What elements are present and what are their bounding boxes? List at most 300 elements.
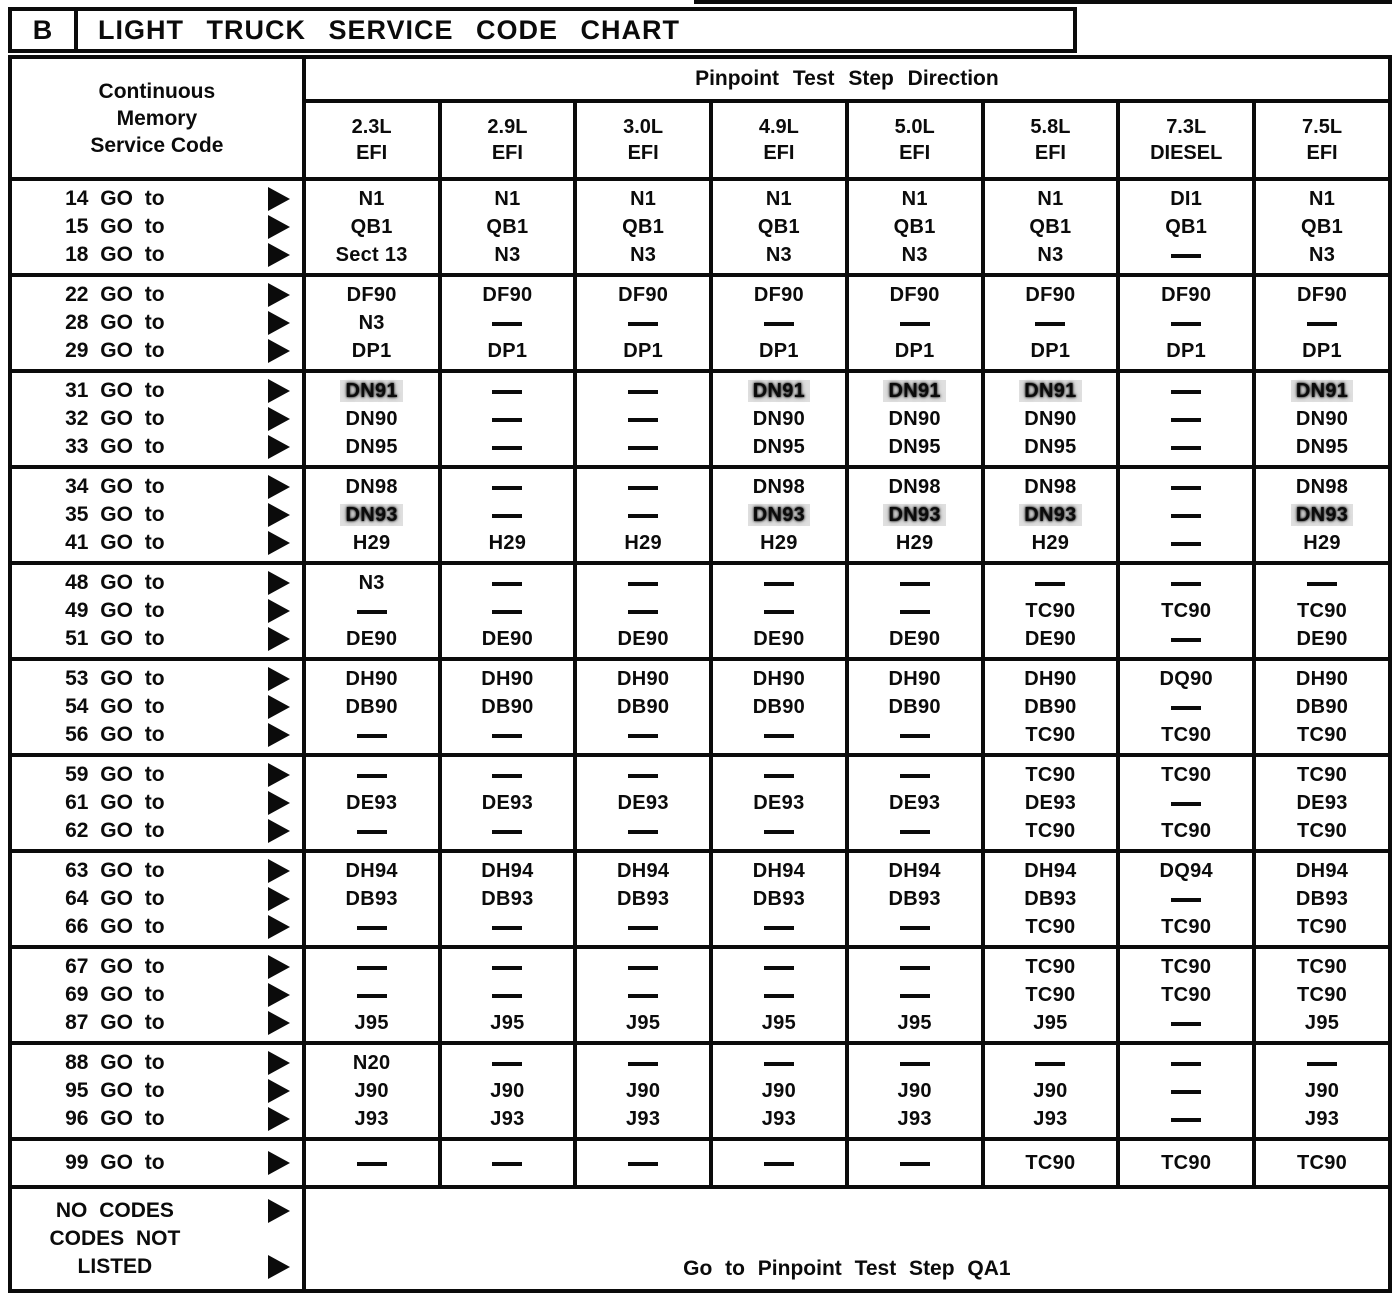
pinpoint-step-text: TC90	[1025, 1152, 1076, 1174]
engine-type: EFI	[763, 142, 795, 164]
service-code-label	[12, 857, 302, 885]
pinpoint-step-cell	[1254, 179, 1390, 275]
no-step-dash	[577, 817, 709, 845]
code-band-row	[10, 851, 1390, 947]
service-code-label	[12, 885, 302, 913]
pinpoint-step-cell	[440, 755, 576, 851]
dash-mark	[357, 1162, 387, 1166]
service-code-label	[12, 213, 302, 241]
no-step-dash	[1120, 405, 1252, 433]
no-step-dash	[713, 761, 845, 789]
pinpoint-step-cell	[440, 851, 576, 947]
pinpoint-step-value	[306, 377, 438, 405]
pinpoint-step-text: J93	[897, 1108, 932, 1130]
dash-mark	[628, 734, 658, 738]
pinpoint-step-cell	[711, 467, 847, 563]
go-to-qa1-cell	[304, 1187, 1390, 1291]
no-step-dash	[713, 569, 845, 597]
pinpoint-step-value	[1256, 721, 1388, 749]
engine-size: 7.5L	[1302, 116, 1343, 138]
go-to-arrow-icon	[268, 627, 290, 651]
service-code-text: 31 GO to	[65, 379, 165, 402]
pinpoint-step-text: DH90	[1295, 668, 1349, 690]
dash-mark	[628, 322, 658, 326]
pinpoint-step-text: DH90	[481, 668, 534, 690]
pinpoint-step-text: DN91	[748, 380, 810, 402]
dash-mark	[900, 774, 930, 778]
service-code-label	[12, 913, 302, 941]
service-code-label	[12, 1009, 302, 1037]
pinpoint-step-value	[849, 885, 981, 913]
pinpoint-step-value	[713, 281, 845, 309]
pinpoint-step-text: DF90	[753, 284, 804, 306]
pinpoint-step-text: TC90	[1297, 600, 1348, 622]
go-to-arrow-icon	[268, 215, 290, 239]
dash-mark	[764, 1062, 794, 1066]
service-code-text: 32 GO to	[65, 407, 165, 430]
pinpoint-step-value	[713, 405, 845, 433]
no-codes-label-line	[12, 1197, 302, 1225]
dash-mark	[357, 774, 387, 778]
pinpoint-step-cell	[983, 1139, 1119, 1187]
pinpoint-step-text: DH94	[888, 860, 941, 882]
pinpoint-step-cell	[575, 947, 711, 1043]
pinpoint-step-text: DN98	[888, 476, 941, 498]
dash-mark	[492, 1162, 522, 1166]
pinpoint-test-step-direction-header: Pinpoint Test Step Direction	[304, 57, 1390, 101]
pinpoint-step-value	[1256, 241, 1388, 269]
service-code-label	[12, 1049, 302, 1077]
pinpoint-step-text: DH90	[888, 668, 941, 690]
pinpoint-step-cell	[1254, 371, 1390, 467]
dash-mark	[900, 322, 930, 326]
no-codes-text: CODES NOT	[49, 1227, 181, 1250]
pinpoint-step-text: TC90	[1161, 724, 1212, 746]
header-line: Memory	[116, 106, 198, 130]
pinpoint-step-cell	[983, 947, 1119, 1043]
service-code-cell	[10, 659, 304, 755]
no-step-dash	[849, 817, 981, 845]
pinpoint-step-value	[1256, 913, 1388, 941]
pinpoint-step-text: N1	[1037, 188, 1064, 210]
pinpoint-step-text: DF90	[1161, 284, 1212, 306]
pinpoint-step-text: J93	[1304, 1108, 1340, 1130]
service-code-label	[12, 597, 302, 625]
pinpoint-step-cell	[983, 1043, 1119, 1139]
pinpoint-step-text: DE90	[1024, 628, 1077, 650]
go-to-arrow-icon	[268, 915, 290, 939]
service-code-text: 34 GO to	[65, 475, 165, 498]
pinpoint-step-text: DQ94	[1159, 860, 1213, 882]
dash-mark	[1171, 446, 1201, 450]
dash-mark	[628, 774, 658, 778]
pinpoint-step-value	[1256, 185, 1388, 213]
pinpoint-step-text: DB93	[752, 888, 806, 910]
no-step-dash	[849, 761, 981, 789]
service-code-text: 95 GO to	[65, 1079, 165, 1102]
pinpoint-step-cell	[1118, 467, 1254, 563]
pinpoint-step-value	[985, 433, 1117, 461]
no-codes-label-line	[12, 1253, 302, 1281]
pinpoint-step-value	[306, 281, 438, 309]
pinpoint-step-cell	[575, 1043, 711, 1139]
pinpoint-step-text: TC90	[1161, 956, 1212, 978]
pinpoint-step-text: H29	[895, 532, 934, 554]
no-step-dash	[577, 433, 709, 461]
pinpoint-step-text: DN90	[888, 408, 941, 430]
pinpoint-step-value	[577, 337, 709, 365]
engine-size: 5.8L	[1030, 116, 1071, 138]
memory-service-code-header	[10, 57, 304, 179]
dash-mark	[357, 610, 387, 614]
pinpoint-step-text: J93	[354, 1108, 389, 1130]
service-code-text: 66 GO to	[65, 915, 165, 938]
pinpoint-step-text: QB1	[893, 216, 936, 238]
no-step-dash	[849, 1149, 981, 1177]
service-code-label	[12, 953, 302, 981]
pinpoint-step-value	[306, 501, 438, 529]
pinpoint-step-cell	[711, 1139, 847, 1187]
pinpoint-step-value	[1120, 281, 1252, 309]
pinpoint-step-value	[306, 857, 438, 885]
pinpoint-step-cell	[440, 1139, 576, 1187]
pinpoint-step-text: DE90	[1296, 628, 1348, 650]
pinpoint-step-text: J90	[761, 1080, 797, 1102]
pinpoint-step-value	[849, 241, 981, 269]
pinpoint-step-cell	[711, 659, 847, 755]
pinpoint-step-cell	[440, 371, 576, 467]
pinpoint-step-value	[306, 1049, 438, 1077]
header-line: Service Code	[90, 133, 224, 157]
pinpoint-step-text: TC90	[1297, 820, 1348, 842]
engine-type: EFI	[899, 142, 931, 164]
pinpoint-step-cell	[1254, 563, 1390, 659]
service-code-text: 99 GO to	[65, 1151, 165, 1174]
pinpoint-step-cell	[440, 563, 576, 659]
pinpoint-step-text: QB1	[350, 216, 393, 238]
service-code-cell	[10, 755, 304, 851]
pinpoint-step-text: DP1	[758, 340, 799, 362]
pinpoint-step-text: J93	[1033, 1108, 1068, 1130]
no-step-dash	[1256, 309, 1388, 337]
dash-mark	[492, 390, 522, 394]
dash-mark	[628, 446, 658, 450]
dash-mark	[492, 486, 522, 490]
go-to-arrow-icon	[268, 571, 290, 595]
no-step-dash	[713, 597, 845, 625]
pinpoint-step-text: DH90	[752, 668, 806, 690]
pinpoint-step-text: DB90	[752, 696, 806, 718]
dash-mark	[492, 966, 522, 970]
pinpoint-step-text: J93	[490, 1108, 525, 1130]
dash-mark	[357, 966, 387, 970]
no-step-dash	[713, 309, 845, 337]
code-band-row	[10, 947, 1390, 1043]
pinpoint-step-value	[442, 1105, 574, 1133]
service-code-label	[12, 377, 302, 405]
no-step-dash	[849, 981, 981, 1009]
no-step-dash	[1120, 885, 1252, 913]
service-code-cell	[10, 947, 304, 1043]
pinpoint-step-value	[713, 693, 845, 721]
pinpoint-step-text: N1	[358, 188, 385, 210]
pinpoint-step-text: DB93	[616, 888, 670, 910]
no-step-dash	[849, 953, 981, 981]
pinpoint-step-value	[1120, 185, 1252, 213]
chart-section-label: B	[8, 7, 78, 53]
pinpoint-step-value	[442, 529, 574, 557]
column-header-7-5l-efi	[1254, 101, 1390, 179]
code-band-row	[10, 1139, 1390, 1187]
dash-mark	[764, 994, 794, 998]
service-code-cell	[10, 275, 304, 371]
pinpoint-step-text: TC90	[1025, 600, 1076, 622]
pinpoint-step-text: DN93	[1019, 504, 1081, 526]
pinpoint-step-text: DN91	[340, 380, 402, 402]
pinpoint-step-text: DN91	[1019, 380, 1081, 402]
pinpoint-step-text: TC90	[1297, 724, 1348, 746]
service-code-cell	[10, 851, 304, 947]
pinpoint-step-text: TC90	[1297, 1152, 1348, 1174]
no-step-dash	[1120, 693, 1252, 721]
dash-mark	[628, 1162, 658, 1166]
pinpoint-step-value	[713, 529, 845, 557]
pinpoint-step-value	[985, 213, 1117, 241]
service-code-label	[12, 569, 302, 597]
pinpoint-step-cell	[847, 755, 983, 851]
go-to-arrow-icon	[268, 1199, 290, 1223]
engine-type: EFI	[1034, 142, 1066, 164]
no-step-dash	[713, 1149, 845, 1177]
pinpoint-step-value	[1256, 953, 1388, 981]
pinpoint-step-cell	[575, 179, 711, 275]
service-code-label	[12, 473, 302, 501]
dash-mark	[1307, 322, 1337, 326]
pinpoint-step-cell	[575, 659, 711, 755]
pinpoint-step-text: DE90	[481, 628, 534, 650]
dash-mark	[1171, 1090, 1201, 1094]
pinpoint-step-value	[849, 213, 981, 241]
pinpoint-step-value	[985, 953, 1117, 981]
pinpoint-step-value	[1256, 377, 1388, 405]
no-step-dash	[1120, 1077, 1252, 1105]
pinpoint-step-value	[1256, 885, 1388, 913]
pinpoint-step-text: DE93	[346, 792, 398, 814]
pinpoint-step-value	[442, 625, 574, 653]
pinpoint-step-text: TC90	[1297, 764, 1348, 786]
service-code-text: 54 GO to	[65, 695, 165, 718]
pinpoint-step-text: N3	[1037, 244, 1064, 266]
pinpoint-step-value	[849, 625, 981, 653]
pinpoint-step-cell	[304, 371, 440, 467]
pinpoint-step-value	[1120, 953, 1252, 981]
dash-mark	[1171, 254, 1201, 258]
service-code-label	[12, 789, 302, 817]
pinpoint-step-value	[306, 665, 438, 693]
chart-title-bar	[8, 7, 1077, 53]
column-header-2-3l-efi	[304, 101, 440, 179]
pinpoint-step-value	[713, 857, 845, 885]
pinpoint-step-cell	[1254, 275, 1390, 371]
pinpoint-step-value	[713, 185, 845, 213]
no-step-dash	[1120, 433, 1252, 461]
no-step-dash	[849, 721, 981, 749]
pinpoint-step-value	[306, 337, 438, 365]
go-to-arrow-icon	[268, 187, 290, 211]
no-step-dash	[1120, 529, 1252, 557]
engine-size: 2.3L	[351, 116, 392, 138]
pinpoint-step-cell	[304, 1043, 440, 1139]
pinpoint-step-cell	[304, 755, 440, 851]
no-step-dash	[306, 1149, 438, 1177]
no-step-dash	[1120, 1105, 1252, 1133]
pinpoint-step-text: TC90	[1297, 984, 1348, 1006]
service-code-label	[12, 433, 302, 461]
table-body	[10, 179, 1390, 1291]
pinpoint-step-value	[985, 981, 1117, 1009]
pinpoint-step-value	[577, 213, 709, 241]
no-step-dash	[1256, 569, 1388, 597]
service-code-text: 41 GO to	[65, 531, 165, 554]
pinpoint-step-text: TC90	[1025, 724, 1076, 746]
dash-mark	[628, 926, 658, 930]
pinpoint-step-value	[442, 213, 574, 241]
service-code-label	[12, 665, 302, 693]
no-step-dash	[442, 913, 574, 941]
pinpoint-step-value	[713, 433, 845, 461]
go-to-arrow-icon	[268, 435, 290, 459]
code-band-row	[10, 563, 1390, 659]
pinpoint-step-value	[577, 241, 709, 269]
no-step-dash	[306, 761, 438, 789]
pinpoint-step-text: TC90	[1161, 764, 1212, 786]
pinpoint-step-value	[713, 1077, 845, 1105]
pinpoint-step-text: DP1	[351, 340, 392, 362]
pinpoint-step-text: DF90	[482, 284, 533, 306]
pinpoint-step-value	[713, 885, 845, 913]
pinpoint-step-text: J95	[490, 1012, 525, 1034]
pinpoint-step-value	[577, 625, 709, 653]
pinpoint-step-value	[849, 405, 981, 433]
pinpoint-step-value	[985, 789, 1117, 817]
header-line: Continuous	[98, 79, 216, 103]
pinpoint-step-text: DE90	[617, 628, 669, 650]
service-code-label	[12, 721, 302, 749]
dash-mark	[357, 734, 387, 738]
pinpoint-step-text: DP1	[1030, 340, 1071, 362]
pinpoint-step-text: DB93	[345, 888, 398, 910]
pinpoint-step-value	[985, 473, 1117, 501]
dash-mark	[628, 486, 658, 490]
pinpoint-step-text: J95	[1304, 1012, 1340, 1034]
pinpoint-step-text: DB90	[345, 696, 398, 718]
pinpoint-step-text: DH94	[1024, 860, 1077, 882]
dash-mark	[628, 610, 658, 614]
pinpoint-step-cell	[1118, 851, 1254, 947]
no-step-dash	[1120, 241, 1252, 269]
code-band-row	[10, 371, 1390, 467]
no-codes-row	[10, 1187, 1390, 1291]
pinpoint-step-value	[1256, 281, 1388, 309]
dash-mark	[1171, 514, 1201, 518]
engine-size: 3.0L	[623, 116, 664, 138]
no-step-dash	[1120, 625, 1252, 653]
dash-mark	[1035, 1062, 1065, 1066]
go-to-arrow-icon	[268, 1255, 290, 1279]
pinpoint-step-cell	[440, 659, 576, 755]
pinpoint-step-text: DN93	[1291, 504, 1353, 526]
no-step-dash	[713, 953, 845, 981]
no-step-dash	[985, 1049, 1117, 1077]
pinpoint-step-value	[713, 241, 845, 269]
service-code-text: 53 GO to	[65, 667, 165, 690]
pinpoint-step-text: H29	[624, 532, 662, 554]
pinpoint-step-cell	[711, 1043, 847, 1139]
no-step-dash	[442, 817, 574, 845]
dash-mark	[764, 966, 794, 970]
service-code-cell	[10, 371, 304, 467]
pinpoint-step-value	[985, 857, 1117, 885]
pinpoint-step-text: TC90	[1025, 984, 1076, 1006]
dash-mark	[1035, 322, 1065, 326]
no-step-dash	[713, 721, 845, 749]
pinpoint-step-cell	[1254, 1139, 1390, 1187]
pinpoint-step-value	[849, 1077, 981, 1105]
pinpoint-step-text: DB90	[1024, 696, 1077, 718]
pinpoint-step-value	[306, 185, 438, 213]
pinpoint-step-text: TC90	[1025, 820, 1076, 842]
service-code-label	[12, 185, 302, 213]
dash-mark	[492, 830, 522, 834]
dash-mark	[764, 322, 794, 326]
pinpoint-step-value	[985, 885, 1117, 913]
pinpoint-step-text: DE90	[889, 628, 941, 650]
pinpoint-step-cell	[575, 467, 711, 563]
pinpoint-step-text: DN95	[888, 436, 941, 458]
no-step-dash	[577, 953, 709, 981]
dash-mark	[764, 830, 794, 834]
pinpoint-step-text: J90	[897, 1080, 932, 1102]
dash-mark	[900, 830, 930, 834]
pinpoint-step-cell	[575, 1139, 711, 1187]
pinpoint-step-text: H29	[1303, 532, 1341, 554]
pinpoint-step-value	[849, 665, 981, 693]
dash-mark	[900, 994, 930, 998]
pinpoint-step-cell	[1118, 563, 1254, 659]
pinpoint-step-text: N3	[901, 244, 928, 266]
go-to-arrow-icon	[268, 475, 290, 499]
pinpoint-step-cell	[711, 755, 847, 851]
pinpoint-step-text: N1	[630, 188, 657, 210]
column-header-2-9l-efi	[440, 101, 576, 179]
dash-mark	[1171, 638, 1201, 642]
dash-mark	[1171, 1022, 1201, 1026]
pinpoint-step-cell	[575, 275, 711, 371]
pinpoint-step-text: DN95	[1024, 436, 1077, 458]
pinpoint-step-value	[442, 337, 574, 365]
pinpoint-step-value	[442, 885, 574, 913]
dash-mark	[492, 322, 522, 326]
pinpoint-step-text: DH94	[752, 860, 806, 882]
pinpoint-step-value	[849, 337, 981, 365]
no-step-dash	[1120, 501, 1252, 529]
engine-size: 4.9L	[758, 116, 799, 138]
service-code-text: 15 GO to	[65, 215, 165, 238]
pinpoint-step-value	[849, 433, 981, 461]
dash-mark	[1171, 542, 1201, 546]
engine-size: 2.9L	[487, 116, 528, 138]
no-step-dash	[442, 953, 574, 981]
